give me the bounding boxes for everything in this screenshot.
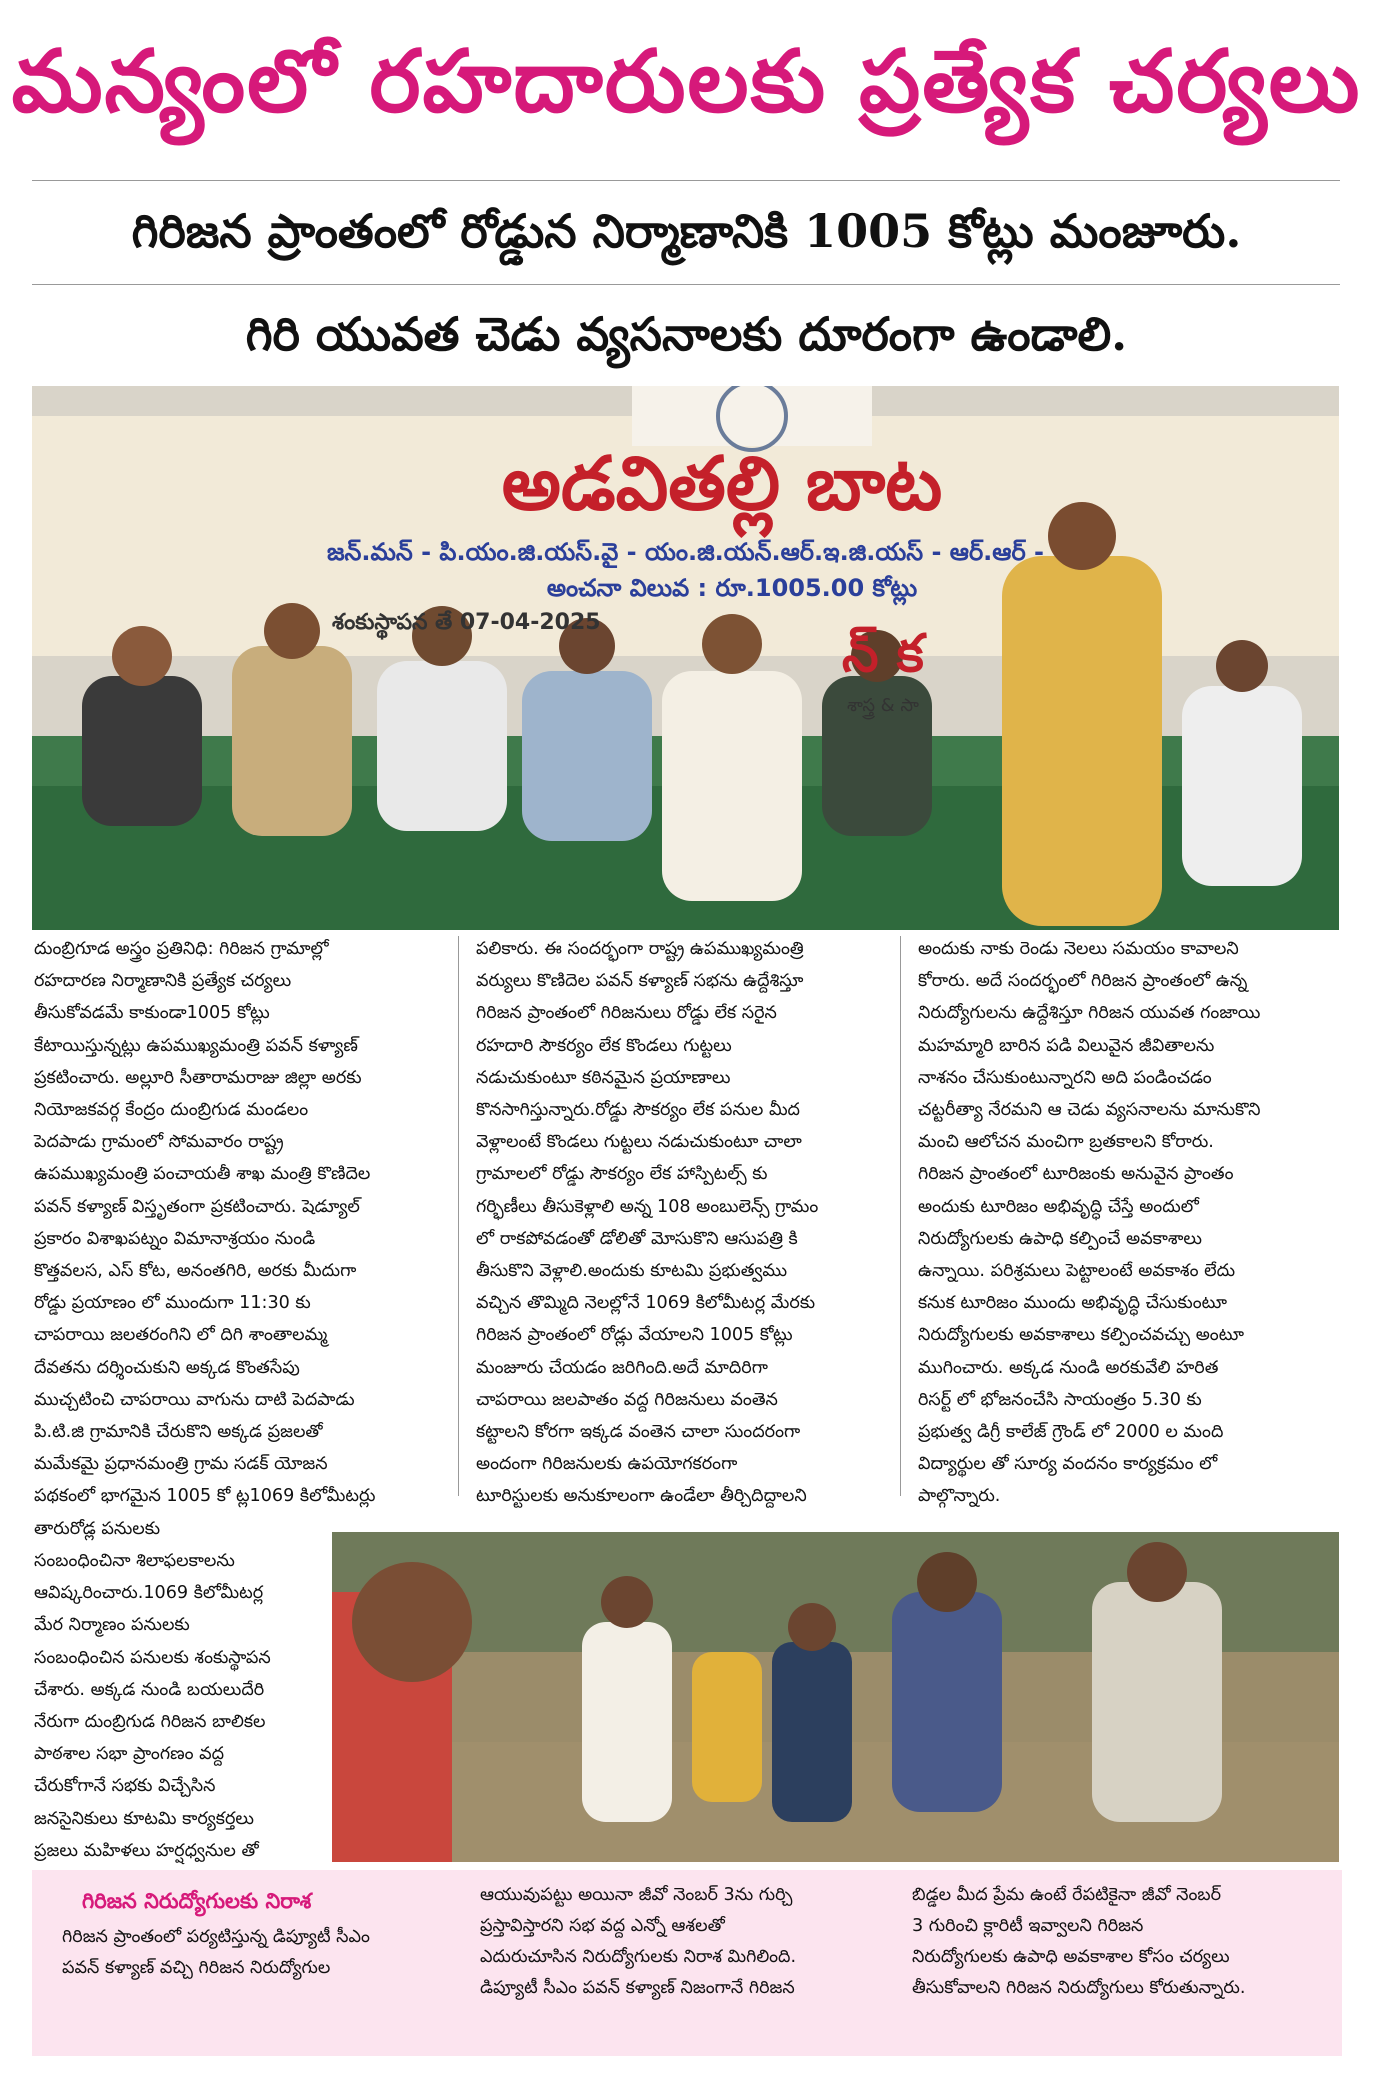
col3-line: ప్రభుత్వ డిగ్రీ కాలేజ్ గ్రౌండ్ లో 2000 ల మంది: [918, 1422, 1224, 1443]
col1-line: తారురోడ్ల పనులకు: [34, 1518, 161, 1539]
col1b-line: ఆవిష్కరించారు.1069 కిలోమీటర్ల: [34, 1583, 264, 1604]
headline: మన్యంలో రహదారులకు ప్రత్యేక చర్యలు: [11, 31, 1362, 132]
col1-line: చాపరాయి జలతరంగిని లో దిగి శాంతాలమ్మ: [34, 1325, 328, 1346]
article-column-2: [476, 933, 882, 1513]
banner-partial-b: శాస్త్ర & సా: [847, 695, 919, 716]
col2-line: తీసుకొని వెళ్లాలి.అందుకు కూటమి ప్రభుత్వము: [476, 1261, 788, 1282]
col1b-line: చేరుకోగానే సభకు విచ్చేసిన: [34, 1776, 216, 1797]
col1-line: పథకంలో భాగమైన 1005 కో ట్ల1069 కిలోమీటర్లు: [34, 1486, 376, 1507]
stage-photo: [32, 386, 1339, 930]
col3-line: విద్యార్థుల తో సూర్య వందనం కార్యక్రమం లో: [918, 1454, 1218, 1475]
col2-line: అందంగా గిరిజనులకు ఉపయోగకరంగా: [476, 1454, 738, 1475]
col3-line: ఉన్నాయి. పరిశ్రమలు పెట్టాలంటే అవకాశం లేదు: [918, 1261, 1236, 1282]
col2-line: పలికారు. ఈ సందర్భంగా రాష్ట్ర ఉపముఖ్యమంత్రి: [476, 939, 804, 959]
col2-line: చాపరాయి జలపాతం వద్ద గిరిజనులు వంతెన: [476, 1389, 778, 1410]
col3-line: అందుకు టూరిజం అభివృద్ధి చేస్తే అందులో: [918, 1196, 1199, 1217]
banner-partial-a: న్ క: [842, 623, 924, 684]
box-title: గిరిజన నిరుద్యోగులకు నిరాశ: [82, 1889, 312, 1913]
col1-line: కేటాయిస్తున్నట్లు ఉపముఖ్యమంత్రి పవన్ కళ్యాణ్: [34, 1035, 358, 1056]
col2-line: గిరిజన ప్రాంతంలో గిరిజనులు రోడ్డు లేక సరైన: [476, 1003, 777, 1024]
col2-line: గ్రామాలలో రోడ్డు సౌకర్యం లేక హాస్పిటల్స్ కు: [476, 1164, 768, 1185]
column-divider-2: [900, 936, 901, 1496]
col1-line: రహదారణ నిర్మాణానికి ప్రత్యేక చర్యలు: [34, 971, 292, 992]
col1-line: ఉపముఖ్యమంత్రి పంచాయతీ శాఖ మంత్రి కొణిదెల: [34, 1164, 371, 1185]
col1b-line: జనసైనికులు కూటమి కార్యకర్తలు: [34, 1808, 254, 1829]
col1-line: పెదపాడు గ్రామంలో సోమవారం రాష్ట్ర: [34, 1132, 284, 1153]
col2-line: మంజూరు చేయడం జరిగింది.అదే మాదిరిగా: [476, 1357, 768, 1378]
article-column-3: [918, 933, 1328, 1513]
col3-line: నిరుద్యోగులకు ఉపాధి కల్పించే అవకాశాలు: [918, 1228, 1202, 1249]
col1-line: దేవతను దర్శించుకుని అక్కడ కొంతసేపు: [34, 1357, 300, 1378]
banner-foundation-date: శంకుస్థాపన తే 07-04-2025: [332, 610, 601, 635]
col2-line: గర్భిణీలు తీసుకెళ్లాలి అన్న 108 అంబులెన్స్ గ్రామం: [476, 1196, 819, 1217]
col1b-line: చేశారు. అక్కడ నుండి బయలుదేరి: [34, 1679, 265, 1700]
box-column-3: [912, 1880, 1332, 2004]
col2-line: కట్టాలని కోరగా ఇక్కడ వంతెన చాలా సుందరంగా: [476, 1422, 801, 1443]
subhead-1: గిరిజన ప్రాంతంలో రోడ్డున నిర్మాణానికి 1005 కోట్లు మంజూరు.: [131, 204, 1242, 258]
col2-line: వెళ్లాలంటే కొండలు గుట్టలు నడుచుకుంటూ చాలా: [476, 1132, 802, 1153]
col1-line: ప్రకటించారు. అల్లూరి సీతారామరాజు జిల్లా అరకు: [34, 1067, 362, 1088]
col3-line: కనుక టూరిజం ముందు అభివృద్ధి చేసుకుంటూ: [918, 1293, 1228, 1314]
col1b-line: మేర నిర్మాణం పనులకు: [34, 1615, 190, 1636]
col3-line: నాశనం చేసుకుంటున్నారని అది పండించడం: [918, 1067, 1212, 1088]
col3-line: నిరుద్యోగులను ఉద్దేశిస్తూ గిరిజన యువత గంజాయి: [918, 1003, 1261, 1024]
article-column-1-continued: [34, 1545, 320, 1899]
col3-line: ముగించారు. అక్కడ నుండి అరకువేలి హరిత: [918, 1357, 1219, 1378]
box-col2-line: ఎదురుచూసిన నిరుద్యోగులకు నిరాశ మిగిలింది.: [480, 1947, 797, 1967]
column-divider-1: [458, 936, 459, 1496]
rule-middle: [32, 284, 1340, 285]
col2-line: గిరిజన ప్రాంతంలో రోడ్లు వేయాలని 1005 కోట్లు: [476, 1325, 793, 1346]
subhead-2: గిరి యువత చెడు వ్యసనాలకు దూరంగా ఉండాలి.: [245, 307, 1128, 361]
col3-line: కోరారు. అదే సందర్భంలో గిరిజన ప్రాంతంలో ఉన్న: [918, 971, 1248, 992]
col1-line: పవన్ కళ్యాణ్ విస్తృతంగా ప్రకటించారు. షెడ్యూల్: [34, 1196, 360, 1217]
col3-line: అందుకు నాకు రెండు నెలలు సమయం కావాలని: [918, 939, 1239, 959]
banner-estimate: అంచనా విలువ : రూ.1005.00 కోట్లు: [546, 574, 918, 602]
col2-line: వర్యులు కొణిదెల పవన్ కళ్యాణ్ సభను ఉద్దేశిస్తూ: [476, 971, 804, 992]
col2-line: టూరిస్టులకు అనుకూలంగా ఉండేలా తీర్చిదిద్దాలని: [476, 1486, 807, 1507]
banner-schemes: జన్.మన్ - పి.యం.జి.యస్.వై - యం.జి.యన్.ఆర్.ఇ.జి.యస్ - ఆర్.ఆర్ -: [326, 538, 1045, 566]
box-col3-line: బిడ్డల మీద ప్రేమ ఉంటే రేపటికైనా జీవో నెంబర్: [912, 1885, 1222, 1905]
col1-line: కొత్తవలస, ఎస్ కోట, అనంతగిరి, అరకు మీదుగా: [34, 1261, 357, 1282]
col1-line: ముచ్చటించి చాపరాయి వాగును దాటి పెదపాడు: [34, 1389, 355, 1410]
col1-line: రోడ్డు ప్రయాణం లో ముందుగా 11:30 కు: [34, 1293, 311, 1314]
col1-line: దుంబ్రిగూడ అస్త్రం ప్రతినిధి: గిరిజన గ్రామాల్లో: [34, 939, 329, 959]
box-col2-line: డిప్యూటీ సీఎం పవన్ కళ్యాణ్ నిజంగానే గిరిజన: [480, 1978, 795, 1998]
box-col1-line: పవన్ కళ్యాణ్ వచ్చి గిరిజన నిరుద్యోగుల: [62, 1958, 331, 1978]
box-col1-line: గిరిజన ప్రాంతంలో పర్యటిస్తున్న డిప్యూటీ సీఎం: [62, 1927, 370, 1947]
rule-top: [32, 180, 1340, 181]
box-col3-line: 3 గురించి క్లారిటీ ఇవ్వాలని గిరిజన: [912, 1916, 1144, 1936]
col2-line: నడుచుకుంటూ కఠినమైన ప్రయాణాలు: [476, 1067, 731, 1088]
box-column-1: [62, 1922, 482, 1984]
banner-title: అడవితల్లి బాట: [501, 441, 943, 527]
sidebar-box: [32, 1870, 1342, 2056]
col3-line: రిసర్ట్ లో భోజనంచేసి సాయంత్రం 5.30 కు: [918, 1389, 1202, 1410]
col1-line: మమేకమై ప్రధానమంత్రి గ్రామ సడక్ యోజన: [34, 1454, 328, 1475]
col2-line: కొనసాగిస్తున్నారు.రోడ్డు సౌకర్యం లేక పనుల మీద: [476, 1100, 800, 1121]
walk-photo: [332, 1532, 1339, 1862]
box-column-2: [480, 1880, 900, 2004]
col3-line: గిరిజన ప్రాంతంలో టూరిజంకు అనువైన ప్రాంతం: [918, 1164, 1234, 1185]
walk-photo-art: [332, 1532, 1339, 1862]
box-col2-line: ప్రస్తావిస్తారని సభ వద్ద ఎన్నో ఆశలతో: [480, 1916, 725, 1936]
article-column-1: [34, 933, 440, 1545]
col3-line: పాల్గొన్నారు.: [918, 1486, 1001, 1507]
box-col3-line: నిరుద్యోగులకు ఉపాధి అవకాశాల కోసం చర్యలు: [912, 1947, 1230, 1967]
col1b-line: నేరుగా దుంబ్రిగుడ గిరిజన బాలికల: [34, 1712, 266, 1733]
col1-line: నియోజకవర్గ కేంద్రం దుంబ్రిగుడ మండలం: [34, 1100, 309, 1121]
col1b-line: సంబంధించిన పనులకు శంకుస్థాపన: [34, 1647, 271, 1668]
col2-line: రహదారి సౌకర్యం లేక కొండలు గుట్టలు: [476, 1035, 732, 1056]
col3-line: నిరుద్యోగులకు అవకాశాలు కల్పించవచ్చు అంటూ: [918, 1325, 1245, 1346]
col1-line: ప్రకారం విశాఖపట్నం విమానాశ్రయం నుండి: [34, 1228, 316, 1249]
box-col3-line: తీసుకోవాలని గిరిజన నిరుద్యోగులు కోరుతున్నారు.: [912, 1978, 1246, 1998]
col2-line: లో రాకపోవడంతో డోలితో మోసుకొని ఆసుపత్రి కి: [476, 1228, 798, 1249]
col1-line: పి.టి.జి గ్రామానికి చేరుకొని అక్కడ ప్రజలతో: [34, 1422, 323, 1443]
col1b-line: పాఠశాల సభా ప్రాంగణం వద్ద: [34, 1744, 225, 1765]
col3-line: మహమ్మారి బారిన పడి విలువైన జీవితాలను: [918, 1035, 1215, 1056]
col3-line: చట్టరీత్యా నేరమని ఆ చెడు వ్యసనాలను మానుకొని: [918, 1100, 1261, 1121]
col2-line: వచ్చిన తొమ్మిది నెలల్లోనే 1069 కిలోమీటర్ల మేరకు: [476, 1293, 816, 1314]
col1-line: తీసుకోవడమే కాకుండా1005 కోట్లు: [34, 1003, 270, 1024]
col1b-line: సంబంధించినా శిలాఫలకాలను: [34, 1551, 235, 1571]
col1b-line: ప్రజలు మహిళలు హర్షధ్వనుల తో: [34, 1840, 259, 1861]
col3-line: మంచి ఆలోచన మంచిగా బ్రతకాలని కోరారు.: [918, 1132, 1214, 1153]
box-col2-line: ఆయువుపట్టు అయినా జీవో నెంబర్ 3ను గుర్చి: [480, 1885, 793, 1905]
